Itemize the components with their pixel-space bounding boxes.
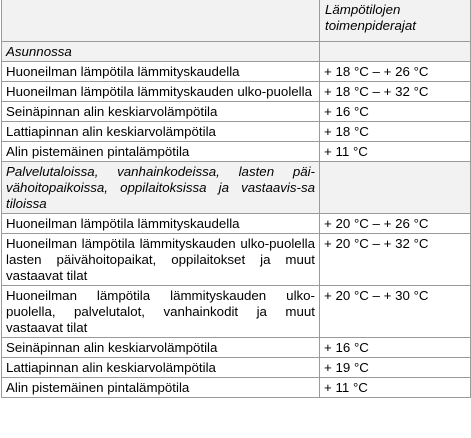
row-label: Huoneilman lämpötila lämmityskaudella — [2, 62, 320, 82]
table-row — [2, 338, 471, 358]
row-value: + 18 °C – + 26 °C — [320, 62, 471, 82]
table-row — [2, 234, 471, 286]
row-value: + 20 °C – + 30 °C — [320, 286, 471, 338]
row-label: Seinäpinnan alin keskiarvolämpötila — [2, 102, 320, 122]
table-row — [2, 62, 471, 82]
row-label: Lattiapinnan alin keskiarvolämpötila — [2, 122, 320, 142]
table-row — [2, 82, 471, 102]
header-line-1: Lämpötilojen — [325, 2, 401, 17]
section-row — [2, 162, 471, 214]
section-value — [320, 42, 471, 62]
header-row — [2, 0, 471, 42]
table-row — [2, 122, 471, 142]
row-label: Lattiapinnan alin keskiarvolämpötila — [2, 358, 320, 378]
row-label: Huoneilman lämpötila lämmityskauden ulko-puolella, palvelutalot, vanhainkodit ja muut vastaavat tilat — [2, 286, 320, 338]
section-value — [320, 162, 471, 214]
row-label: Huoneilman lämpötila lämmityskaudella — [2, 214, 320, 234]
row-value: + 18 °C — [320, 122, 471, 142]
row-label: Huoneilman lämpötila lämmityskauden ulko-puolella — [2, 82, 320, 102]
table-row — [2, 214, 471, 234]
row-value: + 19 °C — [320, 358, 471, 378]
section-row — [2, 42, 471, 62]
header-empty-cell — [2, 0, 320, 42]
row-label: Seinäpinnan alin keskiarvolämpötila — [2, 338, 320, 358]
table-row — [2, 286, 471, 338]
header-line-2: toimenpiderajat — [325, 18, 416, 33]
row-value: + 11 °C — [320, 142, 471, 162]
row-value: + 11 °C — [320, 378, 471, 398]
temperature-limits-table — [1, 0, 471, 398]
row-label: Huoneilman lämpötila lämmityskauden ulko-puolella lasten päivähoitopaikat, oppilaitokset ja muut vastaavat tilat — [2, 234, 320, 286]
section-label: Asunnossa — [2, 42, 320, 62]
table-row — [2, 378, 471, 398]
row-value: + 20 °C – + 32 °C — [320, 234, 471, 286]
section-label: Palvelutaloissa, vanhainkodeissa, lasten päi-vähoitopaikoissa, oppilaitoksissa ja vastaavis-sa tiloissa — [2, 162, 320, 214]
row-value: + 18 °C – + 32 °C — [320, 82, 471, 102]
table-row — [2, 102, 471, 122]
row-value: + 20 °C – + 26 °C — [320, 214, 471, 234]
table-row — [2, 142, 471, 162]
table-row — [2, 358, 471, 378]
row-label: Alin pistemäinen pintalämpötila — [2, 142, 320, 162]
row-label: Alin pistemäinen pintalämpötila — [2, 378, 320, 398]
row-value: + 16 °C — [320, 102, 471, 122]
header-cell — [320, 0, 471, 42]
row-value: + 16 °C — [320, 338, 471, 358]
